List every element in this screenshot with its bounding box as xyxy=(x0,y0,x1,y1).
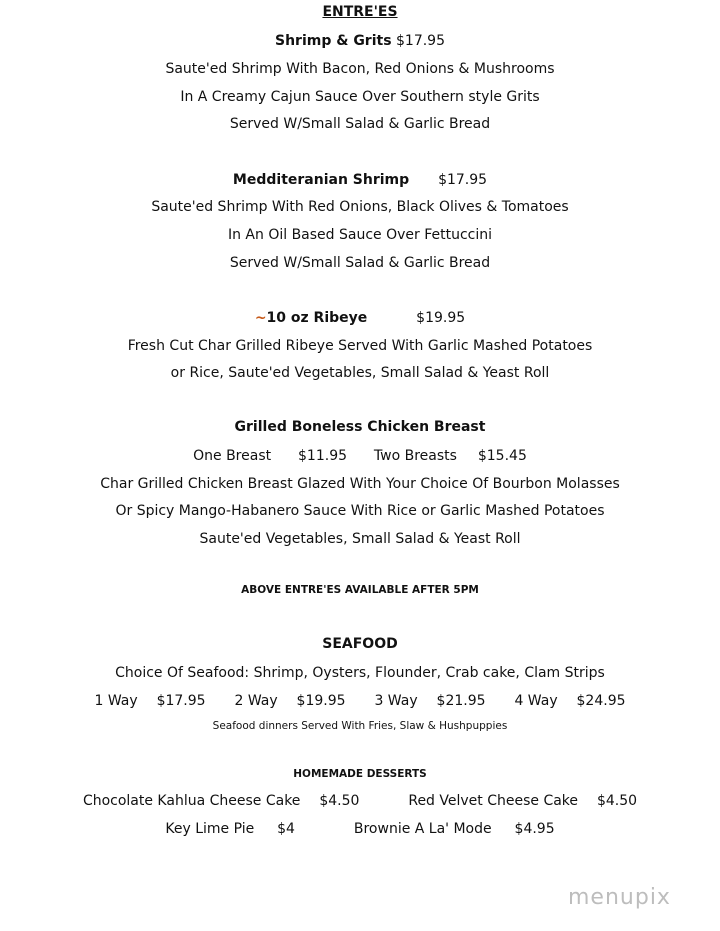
item-name: 10 oz Ribeye xyxy=(266,310,368,326)
dessert-price: $4.95 xyxy=(514,821,555,837)
way-label: 1 Way xyxy=(94,693,138,709)
dessert-name: Red Velvet Cheese Cake xyxy=(408,793,579,809)
dessert-name: Chocolate Kahlua Cheese Cake xyxy=(82,793,301,809)
item-description: In An Oil Based Sauce Over Fettuccini xyxy=(227,227,493,243)
item-name: Medditeranian Shrimp xyxy=(232,172,410,188)
menu-item-mediterranean-shrimp xyxy=(0,172,720,188)
menu-item-chicken: Grilled Boneless Chicken Breast xyxy=(234,419,486,435)
way-price: $24.95 xyxy=(576,693,626,709)
seafood-note: Seafood dinners Served With Fries, Slaw & Hushpuppies xyxy=(212,720,508,732)
item-description: Char Grilled Chicken Breast Glazed With Your Choice Of Bourbon Molasses xyxy=(100,476,620,492)
way-price: $21.95 xyxy=(436,693,486,709)
item-price: $19.95 xyxy=(416,310,466,326)
item-price: $17.95 xyxy=(438,172,488,188)
way-label: 2 Way xyxy=(234,693,278,709)
seafood-heading: SEAFOOD xyxy=(322,636,398,652)
entrees-heading: ENTRE'ES xyxy=(322,4,398,20)
one-breast-price: $11.95 xyxy=(298,448,348,464)
way-label: 4 Way xyxy=(514,693,558,709)
way-label: 3 Way xyxy=(374,693,418,709)
dessert-name: Key Lime Pie xyxy=(165,821,255,837)
item-price: $17.95 xyxy=(396,33,445,49)
item-name: Shrimp & Grits xyxy=(275,33,392,49)
dessert-price: $4 xyxy=(277,821,295,837)
tilde-mark: ~ xyxy=(254,310,267,326)
one-breast-label: One Breast xyxy=(193,448,272,464)
watermark-logo: menupix xyxy=(568,885,671,910)
desserts-row-1 xyxy=(0,793,720,809)
availability-note: ABOVE ENTRE'ES AVAILABLE AFTER 5PM xyxy=(241,584,479,596)
two-breasts-label: Two Breasts xyxy=(373,448,457,464)
seafood-choice: Choice Of Seafood: Shrimp, Oysters, Flounder, Crab cake, Clam Strips xyxy=(115,665,605,681)
item-description: Or Spicy Mango-Habanero Sauce With Rice or Garlic Mashed Potatoes xyxy=(115,503,605,519)
item-description: Saute'ed Vegetables, Small Salad & Yeast Roll xyxy=(199,531,521,547)
way-price: $17.95 xyxy=(156,693,206,709)
dessert-price: $4.50 xyxy=(319,793,360,809)
item-description: Saute'ed Shrimp With Bacon, Red Onions & Mushrooms xyxy=(165,61,555,77)
item-description: In A Creamy Cajun Sauce Over Southern style Grits xyxy=(180,89,540,105)
desserts-row-2 xyxy=(0,821,720,837)
menu-item-ribeye xyxy=(0,310,720,326)
menu-item-shrimp-grits xyxy=(0,33,720,49)
dessert-name: Brownie A La' Mode xyxy=(353,821,492,837)
desserts-heading: HOMEMADE DESSERTS xyxy=(293,768,427,780)
dessert-price: $4.50 xyxy=(596,793,638,809)
item-description: Served W/Small Salad & Garlic Bread xyxy=(229,116,491,132)
seafood-ways xyxy=(0,693,720,709)
chicken-prices xyxy=(0,448,720,464)
way-price: $19.95 xyxy=(296,693,346,709)
item-description: Fresh Cut Char Grilled Ribeye Served With Garlic Mashed Potatoes xyxy=(127,338,593,354)
two-breasts-price: $15.45 xyxy=(477,448,527,464)
item-description: Saute'ed Shrimp With Red Onions, Black Olives & Tomatoes xyxy=(151,199,569,215)
item-description: or Rice, Saute'ed Vegetables, Small Salad & Yeast Roll xyxy=(170,365,550,381)
item-description: Served W/Small Salad & Garlic Bread xyxy=(229,255,491,271)
